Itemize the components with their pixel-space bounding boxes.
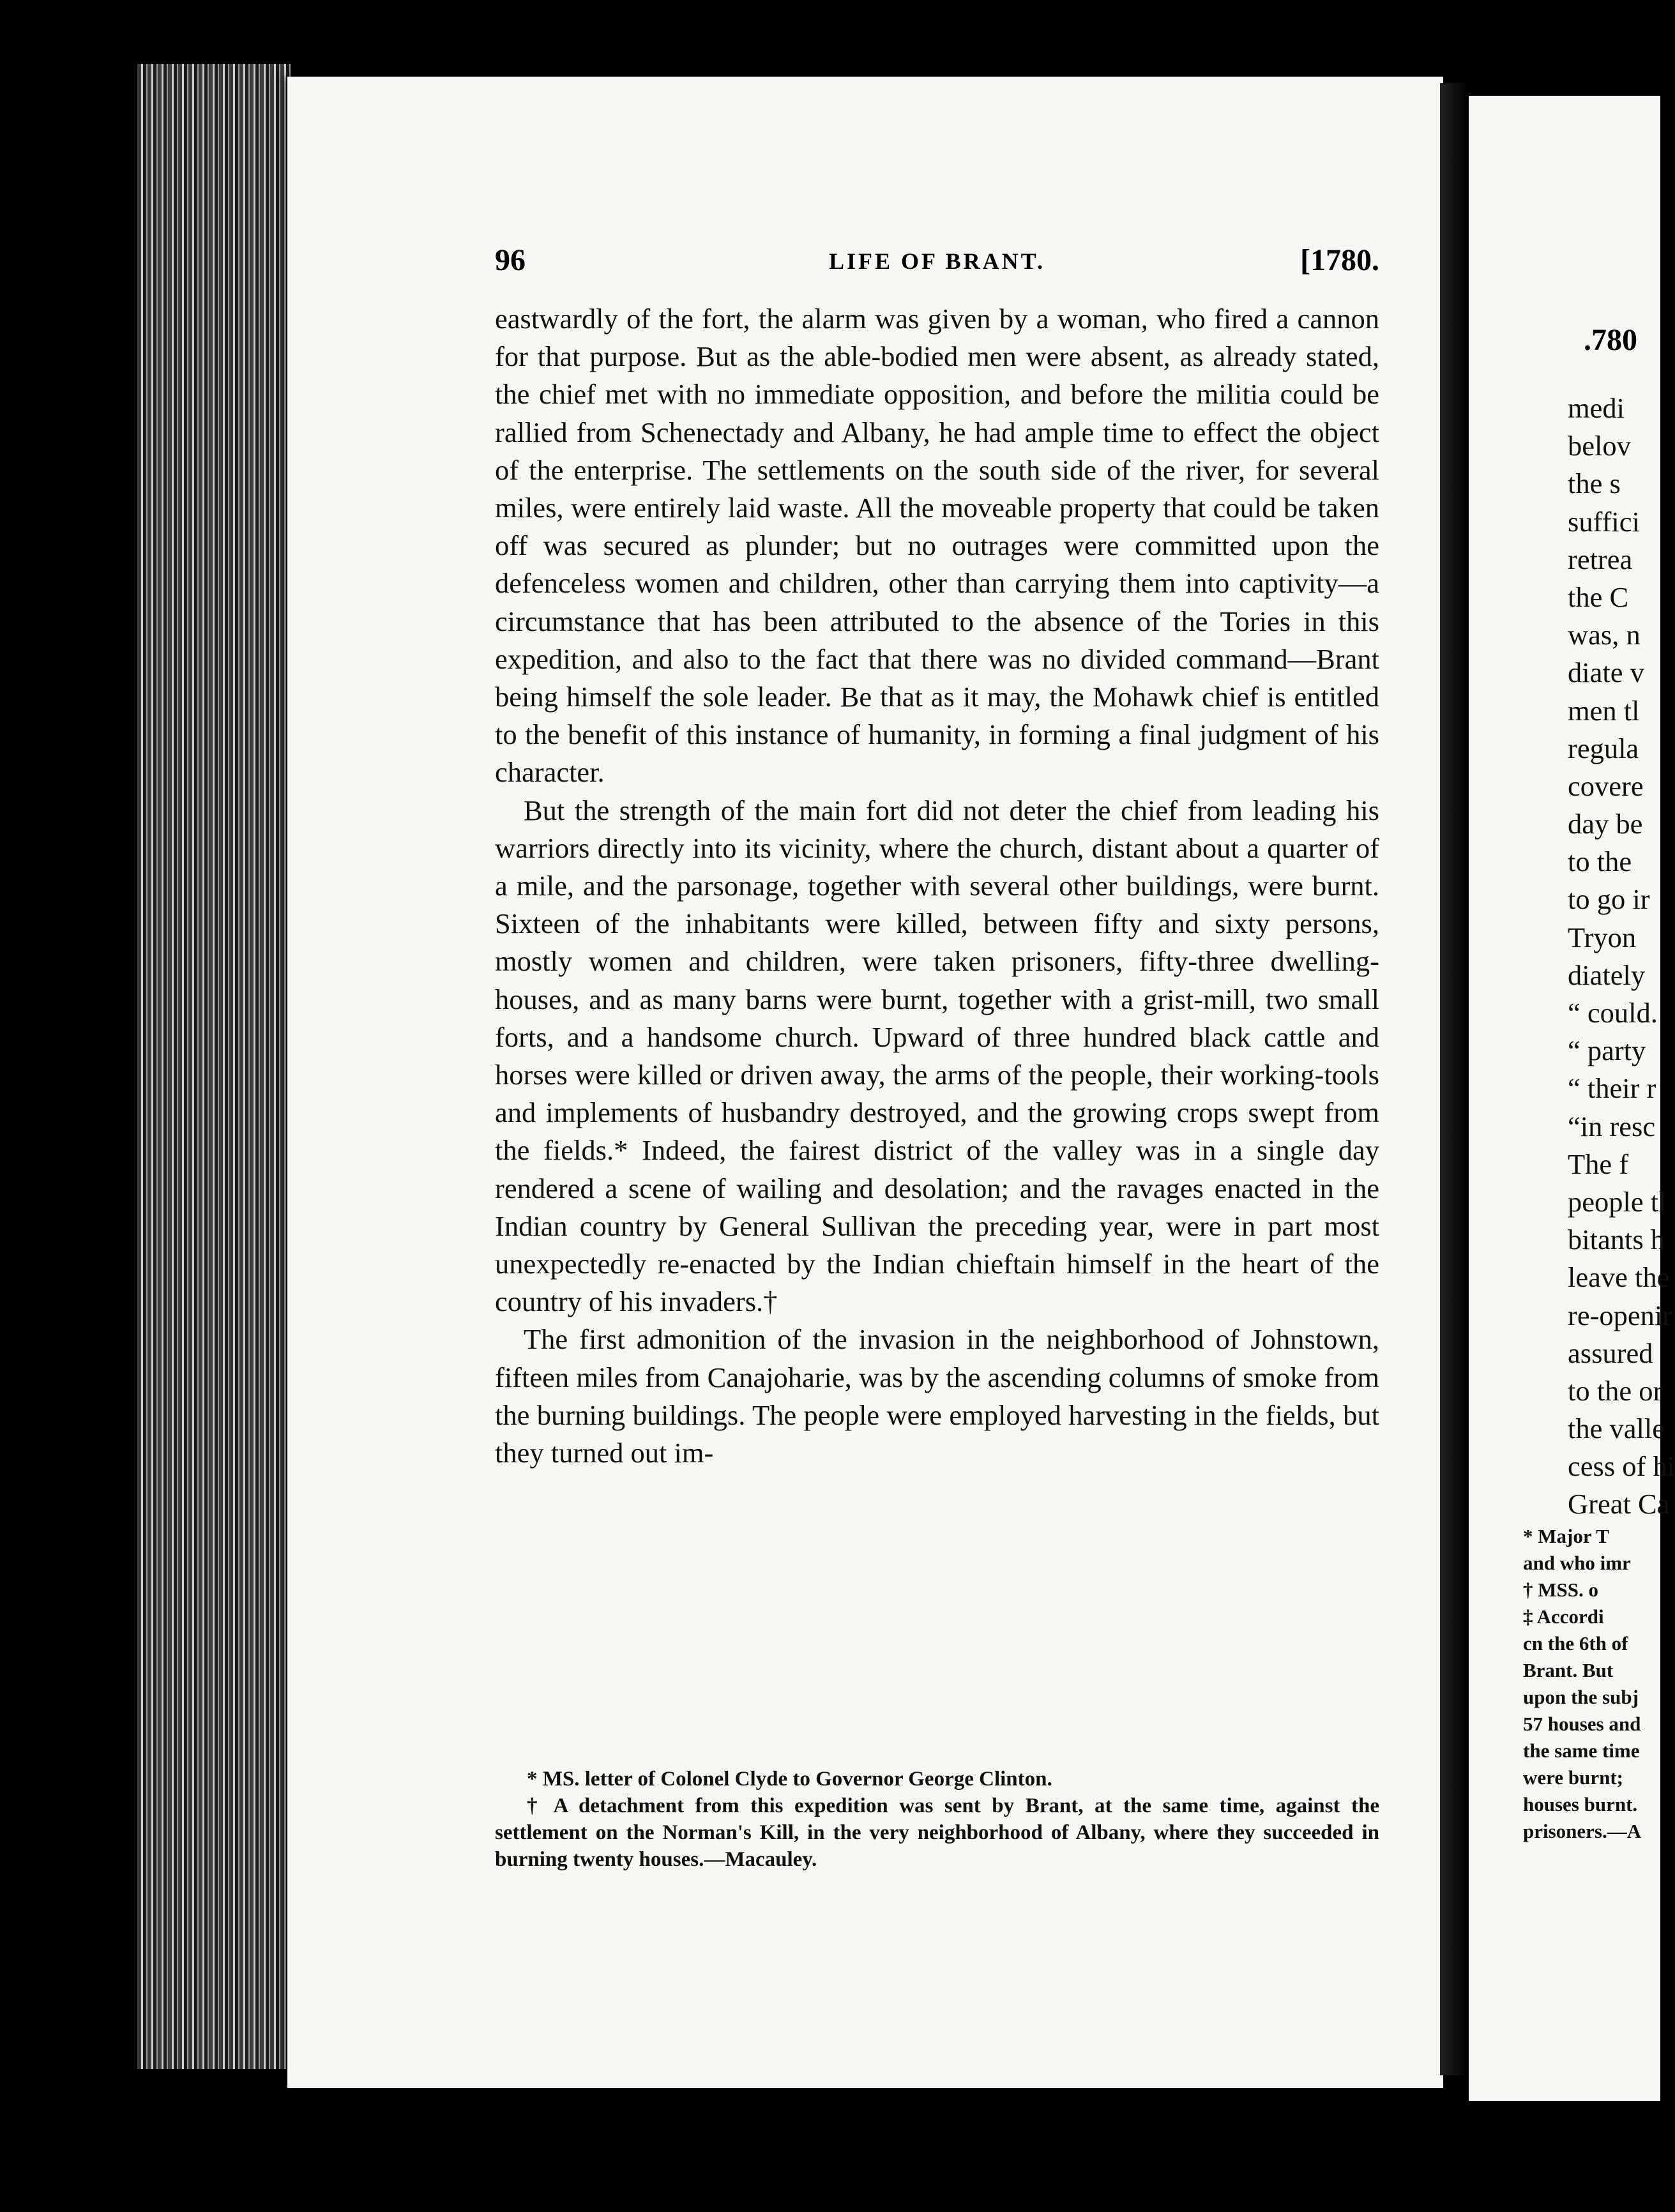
right-page-line: the s [1568,467,1621,500]
right-page-footnote-line: † MSS. o [1523,1579,1598,1601]
page-edges [137,64,291,2069]
running-title: LIFE OF BRANT. [828,248,1046,274]
right-page-footnote-line: ‡ Accordi [1523,1605,1604,1628]
footnote: † A detachment from this expedition was sent by Brant, at the same time, against the settlement on the Norman's Kill, in the very neighborhood of Albany, where they succeeded in burning twenty houses.—Macauley. [495,1794,1379,1871]
right-page-line: men tl [1568,694,1640,727]
right-page-line: people tl [1568,1185,1667,1218]
right-page-footnote-line: upon the subj [1523,1686,1639,1708]
right-page-footnote-line: houses burnt. [1523,1793,1638,1815]
right-header-year: .780 [1584,323,1637,357]
right-page-line: Tryon [1568,921,1637,953]
right-page-line: belov [1568,430,1631,462]
right-page-footnote-line: the same time [1523,1739,1640,1762]
right-page-line: the valle [1568,1413,1665,1445]
right-page-line: medi [1568,392,1625,424]
right-page-footnote-line: cn the 6th of [1523,1632,1628,1655]
right-page-line: Great Ca [1568,1488,1670,1520]
right-page-footnote-line: prisoners.—A [1523,1820,1642,1842]
book-gutter [1440,83,1469,2075]
right-page-line: “ their r [1568,1072,1656,1105]
paragraph: The first admonition of the invasion in the neighborhood of Johnstown, fifteen miles from Canajoharie, was by the ascending columns of smoke from the burning buildings. The people were employed harvesting in the fields, but they turned out im- [495,1323,1379,1469]
right-page-line: re-openir [1568,1299,1672,1331]
footnotes [495,1766,1379,1873]
paragraph: eastwardly of the fort, the alarm was given by a woman, who fired a cannon for that purpose. But as the able-bodied men were absent, as already stated, the chief met with no immediate opposition, and before the militia could be rallied from Schenectady and Albany, he had ample time to effect the object of the enterprise. The settlements on the south side of the river, for several miles, were entirely laid waste. All the moveable property that could be taken off was secured as plunder; but no outrages were committed upon the defenceless women and children, other than carrying them into captivity—a circumstance that has been attributed to the absence of the Tories in this expedition, and also to the fact that there was no divided command—Brant being himself the sole leader. Be that as it may, the Mohawk chief is entitled to the benefit of this instance of humanity, in forming a final judgment of his character. [495,303,1379,789]
right-page-line: to the or [1568,1374,1663,1407]
header-year: [1780. [1300,243,1379,277]
right-page-line: regula [1568,732,1639,764]
right-page-line: day be [1568,808,1643,840]
right-page-footnote-line: 57 houses and [1523,1713,1641,1735]
right-page-line: leave the [1568,1261,1670,1294]
right-page-line: “ could. [1568,997,1658,1029]
right-page-footnote-line: Brant. But [1523,1659,1614,1681]
right-page-line: diately [1568,958,1646,991]
right-page-line: covere [1568,769,1644,802]
right-page-line: diate v [1568,656,1644,689]
right-page-line: cess of hi [1568,1450,1675,1483]
footnote: * MS. letter of Colonel Clyde to Governor George Clinton. [527,1768,1052,1791]
right-page-line: “ party [1568,1034,1646,1067]
right-page-line: assured [1568,1337,1653,1369]
right-page-line: “in resc [1568,1110,1656,1142]
paragraph: But the strength of the main fort did not deter the chief from leading his warriors directly into its vicinity, where the church, distant about a quarter of a mile, and the parsonage, together with several other buildings, were burnt. Sixteen of the inhabitants were killed, between fifty and sixty persons, mostly women and children, were taken prisoners, fifty-three dwelling-houses, and as many barns were burnt, together with a grist-mill, two small forts, and a handsome church. Upward of three hundred black cattle and horses were killed or driven away, the arms of the people, their working-tools and implements of husbandry destroyed, and the growing crops swept from the fields.* Indeed, the fairest district of the valley was in a single day rendered a scene of wailing and desolation; and the ravages enacted in the Indian country by General Sullivan the preceding year, were in part most unexpectedly re-enacted by the Indian chieftain himself in the heart of the country of his invaders.† [495,794,1379,1318]
right-page-line: to go ir [1568,883,1650,916]
main-text [495,300,1379,1472]
right-page-line: suffici [1568,505,1640,538]
page-number: 96 [495,243,526,277]
right-page-line: the C [1568,580,1629,613]
right-page-line: bitants h [1568,1223,1665,1256]
right-page-footnote-line: were burnt; [1523,1766,1623,1789]
page-header [495,243,1379,294]
right-page-footnote-line: * Major T [1523,1525,1609,1547]
right-page-footnote-line: and who imr [1523,1552,1631,1574]
right-page-text [1568,390,1675,1524]
right-page-line: was, n [1568,619,1641,651]
right-page-footnotes [1523,1523,1660,1845]
right-page-line: The f [1568,1148,1629,1180]
right-page-line: to the [1568,845,1632,878]
right-page-line: retrea [1568,543,1633,575]
